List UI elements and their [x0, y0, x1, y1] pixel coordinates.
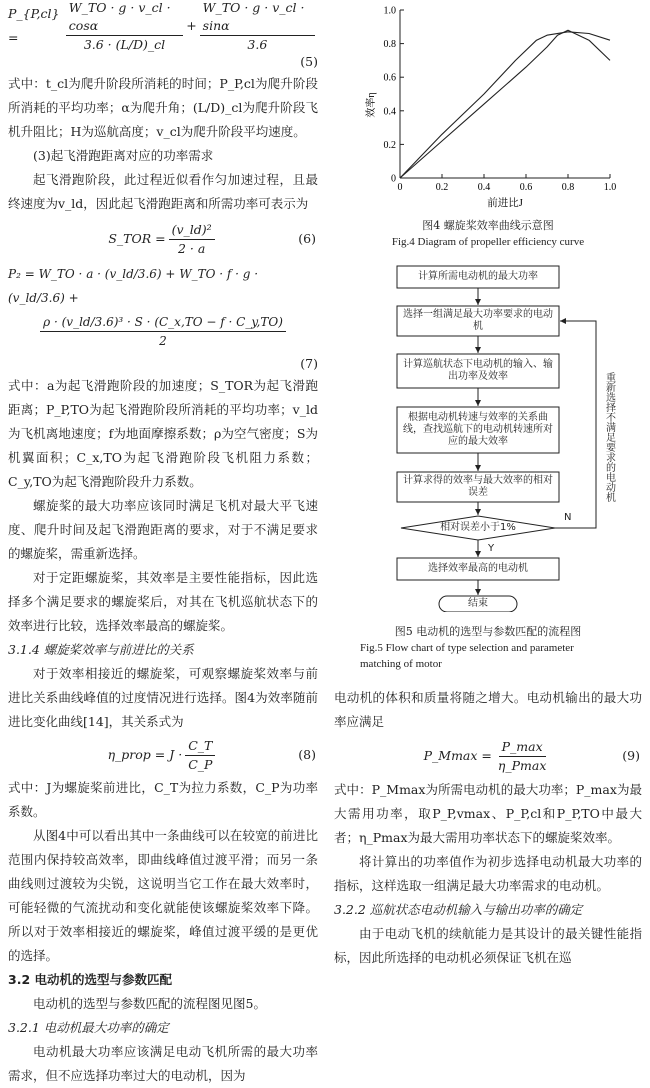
x-tick-label: 0.4: [477, 182, 491, 193]
flow-box-2-label: 选择一组满足最大功率要求的电动机: [403, 309, 553, 332]
paragraph: 螺旋桨的最大功率应该同时满足飞机对最大平飞速度、爬升时间及起飞滑跑距离的要求，对于不满足要求的螺旋桨，需重新选择。: [8, 498, 318, 561]
left-column: P_{P,cl} = $\frac{W\_TO \cdot g \cdot v\_cl \cdot \cos\alpha}{3.6 \cdot (L/D)\_cl}$ + $\frac{W\_TO \cdot g \cdot v\_cl \cdot \sin\alpha}{3.6}$ (5) 式中：t_cl为爬升阶段所消耗的时间；P_P,cl为爬升阶段所消耗的平均功率；α为爬升角；(L/D)_cl为爬升阶段飞机升阻比；H为巡航高度；v_cl为爬升阶段平均速度。 (3)起飞滑跑距离对应的功率需求 起飞滑跑阶段，此过程近似看作匀加速过程，且最终速度为v_ld，因此起飞滑跑距离和所需功率可表示为 S_TOR = $\frac{\text{(v\_ld)²}}{2 \cdot a}$ (6) P₂ = W_TO · a · (v_ld/3.6) + W_TO · f · g · (v_ld/3.6) + $\frac{\text{ρ · (v\_ld/3.6)³ · S · (C\_x,TO − f · C\_y,TO)}}{2}$ (7) 式中：a为起飞滑跑阶段的加速度；S_TOR为起飞滑跑距离；P_P,TO为起飞滑跑阶段所消耗的平均功率；v_ld为飞机离地速度；f为地面摩擦系数；ρ为空气密度；S为机翼面积；C_x,TO为起飞滑跑阶段飞机阻力系数；C_y,TO为起飞滑跑阶段升力系数。 螺旋桨的最大功率应该同时满足飞机对最大平飞速度、爬升时间及起飞滑跑距离的要求，对于不满足要求的螺旋桨，需重新选择。 对于定距螺旋桨，其效率是主要性能指标，因此选择多个满足要求的螺旋桨后，对其在飞机巡航状态下的效率进行比较，选择效率最高的螺旋桨。 3.1.4 螺旋桨效率与前进比的关系 对于效率相接近的螺旋桨，可观察螺旋桨效率与前进比关系曲线峰值的过度情况进行选择。图4为效率随前进比变化曲线[14]，其关系式为 η_prop = J · $\frac{C\_T}{C\_P}$ (8) 式中：J为螺旋桨前进比，C_T为拉力系数，C_P为功率系数。 从图4中可以看出其中一条曲线可以在较宽的前进比范围内保持较高效率，即曲线峰值过渡平滑；而另一条曲线则过渡较为尖锐，这说明当它工作在最大效率时，可能轻微的气流扰动和变化就能使该螺旋桨效率下降。所以对于效率相接近的螺旋桨，峰值过渡平缓的是更优的选择。 3.2 电动机的选型与参数匹配 电动机的选型与参数匹配的流程图见图5。 3.2.1 电动机最大功率的确定 电动机最大功率应该满足电动飞机所需的最大功率需求，但不应选择功率过大的电动机，因为: [8, 0, 318, 1088]
flow-no-label: N: [564, 512, 572, 523]
y-tick-label: 0.8: [383, 39, 396, 51]
y-tick-label: 0.2: [383, 139, 396, 151]
paragraph: 电动机最大功率应该满足电动飞机所需的最大功率需求，但不应选择功率过大的电动机，因为: [8, 1044, 318, 1083]
flow-box-3-label: 计算巡航状态下电动机的输入、输出功率及效率: [403, 359, 553, 382]
eq5-term2: $\frac{W\_TO \cdot g \cdot v\_cl \cdot \sin\alpha}{3.6}$: [200, 0, 315, 54]
eq7-number: (7): [300, 356, 318, 371]
equation-8: η_prop = J · $\frac{C\_T}{C\_P}$ (8): [107, 737, 316, 772]
paragraph: 电动机的选型与参数匹配的流程图见图5。: [33, 996, 266, 1011]
eq6-number: (6): [298, 231, 316, 246]
flow-end-label: 结束: [468, 598, 488, 609]
subheading: (3)起飞滑跑距离对应的功率需求: [33, 148, 214, 163]
eq5-number: (5): [300, 54, 318, 69]
eq5-lhs: P_{P,cl} =: [8, 6, 60, 45]
paragraph: 将计算出的功率值作为初步选择电动机最大功率的指标，这样选取一组满足最大功率需求的电动机。: [334, 854, 642, 893]
efficiency-chart: [334, 0, 642, 210]
y-tick-label: 0: [391, 173, 396, 185]
equation-9: P_Mmax = $\frac{P\_\max}{\eta\_Pmax}$ (9): [423, 738, 640, 773]
paragraph: 对于定距螺旋桨，其效率是主要性能指标，因此选择多个满足要求的螺旋桨后，对其在飞机巡航状态下的效率进行比较，选择效率最高的螺旋桨。: [8, 570, 318, 633]
paragraph: 由于电动飞机的续航能力是其设计的最关键性能指标，因此所选择的电动机必须保证飞机在巡: [334, 926, 642, 965]
x-tick-label: 1.0: [603, 182, 617, 193]
equation-7: P₂ = W_TO · a · (v_ld/3.6) + W_TO · f · g · (v_ld/3.6) +: [8, 267, 259, 305]
x-tick-label: 0.8: [561, 182, 575, 193]
efficiency-curve-1: [400, 30, 610, 178]
flow-yes-label: Y: [488, 543, 495, 554]
section-3-2-2: 3.2.2 巡航状态电动机输入与输出功率的确定: [334, 902, 583, 917]
eq5-term1: $\frac{W\_TO \cdot g \cdot v\_cl \cdot \cos\alpha}{3.6 \cdot (L/D)\_cl}$: [66, 0, 183, 54]
x-tick-label: 0.2: [435, 182, 449, 193]
paragraph: 电动机的体积和质量将随之增大。电动机输出的最大功率应满足: [334, 690, 642, 729]
y-tick-label: 1.0: [383, 5, 396, 17]
efficiency-curve-2: [400, 32, 610, 178]
paragraph: 式中：t_cl为爬升阶段所消耗的时间；P_P,cl为爬升阶段所消耗的平均功率；α为爬升角；(L/D)_cl为爬升阶段飞机升阻比；H为巡航高度；v_cl为爬升阶段平均速度。: [8, 76, 318, 139]
section-3-2: 3.2 电动机的选型与参数匹配: [8, 972, 172, 987]
y-axis-label: 效率η: [366, 92, 377, 118]
fig4-caption-cn: 图4 螺旋桨效率曲线示意图: [422, 219, 554, 232]
x-axis-label: 前进比J: [487, 198, 523, 209]
y-tick-label: 0.6: [383, 72, 396, 84]
flow-decision-label: 相对误差小于1%: [440, 522, 516, 533]
flow-box-1-label: 计算所需电动机的最大功率: [418, 271, 538, 282]
paragraph: 对于效率相接近的螺旋桨，可观察螺旋桨效率与前进比关系曲线峰值的过度情况进行选择。图4为效率随前进比变化曲线[14]，其关系式为: [8, 666, 318, 729]
eq9-number: (9): [622, 748, 640, 763]
section-3-2-1: 3.2.1 电动机最大功率的确定: [8, 1020, 169, 1035]
equation-6: S_TOR = $\frac{\text{(v\_ld)²}}{2 \cdot a}$ (6): [108, 221, 316, 256]
fig5-caption-en: Fig.5 Flow chart of type selection and parameter matching of motor: [360, 642, 574, 670]
eq8-number: (8): [298, 747, 316, 762]
paragraph: 从图4中可以看出其中一条曲线可以在较宽的前进比范围内保持较高效率，即曲线峰值过渡平滑；而另一条曲线则过渡较为尖锐，这说明当它工作在最大效率时，可能轻微的气流扰动和变化就能使该螺旋桨效率下降。所以对于效率相接近的螺旋桨，峰值过渡平缓的是更优的选择。: [8, 828, 318, 963]
flow-side-label: 重新选择不满足要求的电动机: [603, 372, 615, 502]
paragraph: 式中：P_Mmax为所需电动机的最大功率；P_max为最大需用功率，取P_P,vmax、P_P,cl和P_P,TO中最大者；η_Pmax为最大需用功率状态下的螺旋桨效率。: [334, 782, 642, 845]
paragraph: 式中：J为螺旋桨前进比，C_T为拉力系数，C_P为功率系数。: [8, 780, 318, 819]
y-tick-label: 0.4: [383, 106, 396, 118]
flow-box-4-label: 根据电动机转速与效率的关系曲线，查找巡航下的电动机转速所对应的最大效率: [403, 412, 553, 447]
flow-box-5-label: 计算求得的效率与最大效率的相对误差: [403, 475, 553, 498]
fig5-caption-cn: 图5 电动机的选型与参数匹配的流程图: [394, 625, 582, 638]
paragraph: 式中：a为起飞滑跑阶段的加速度；S_TOR为起飞滑跑距离；P_P,TO为起飞滑跑阶段所消耗的平均功率；v_ld为飞机离地速度；f为地面摩擦系数；ρ为空气密度；S为机翼面积；C_x,TO为起飞滑跑阶段飞机阻力系数；C_y,TO为起飞滑跑阶段升力系数。: [8, 378, 318, 489]
paragraph: 起飞滑跑阶段，此过程近似看作匀加速过程，且最终速度为v_ld，因此起飞滑跑距离和所需功率可表示为: [8, 172, 318, 211]
flow-box-6-label: 选择效率最高的电动机: [428, 563, 528, 574]
fig4-caption-en: Fig.4 Diagram of propeller efficiency curve: [391, 236, 585, 248]
x-tick-label: 0: [397, 182, 403, 193]
section-3-1-4: 3.1.4 螺旋桨效率与前进比的关系: [8, 642, 194, 657]
x-tick-label: 0.6: [519, 182, 533, 193]
equation-5: P_{P,cl} = $\frac{W\_TO \cdot g \cdot v\_cl \cdot \cos\alpha}{3.6 \cdot (L/D)\_cl}$ + $\frac{W\_TO \cdot g \cdot v\_cl \cdot \sin\alpha}{3.6}$: [8, 2, 318, 50]
